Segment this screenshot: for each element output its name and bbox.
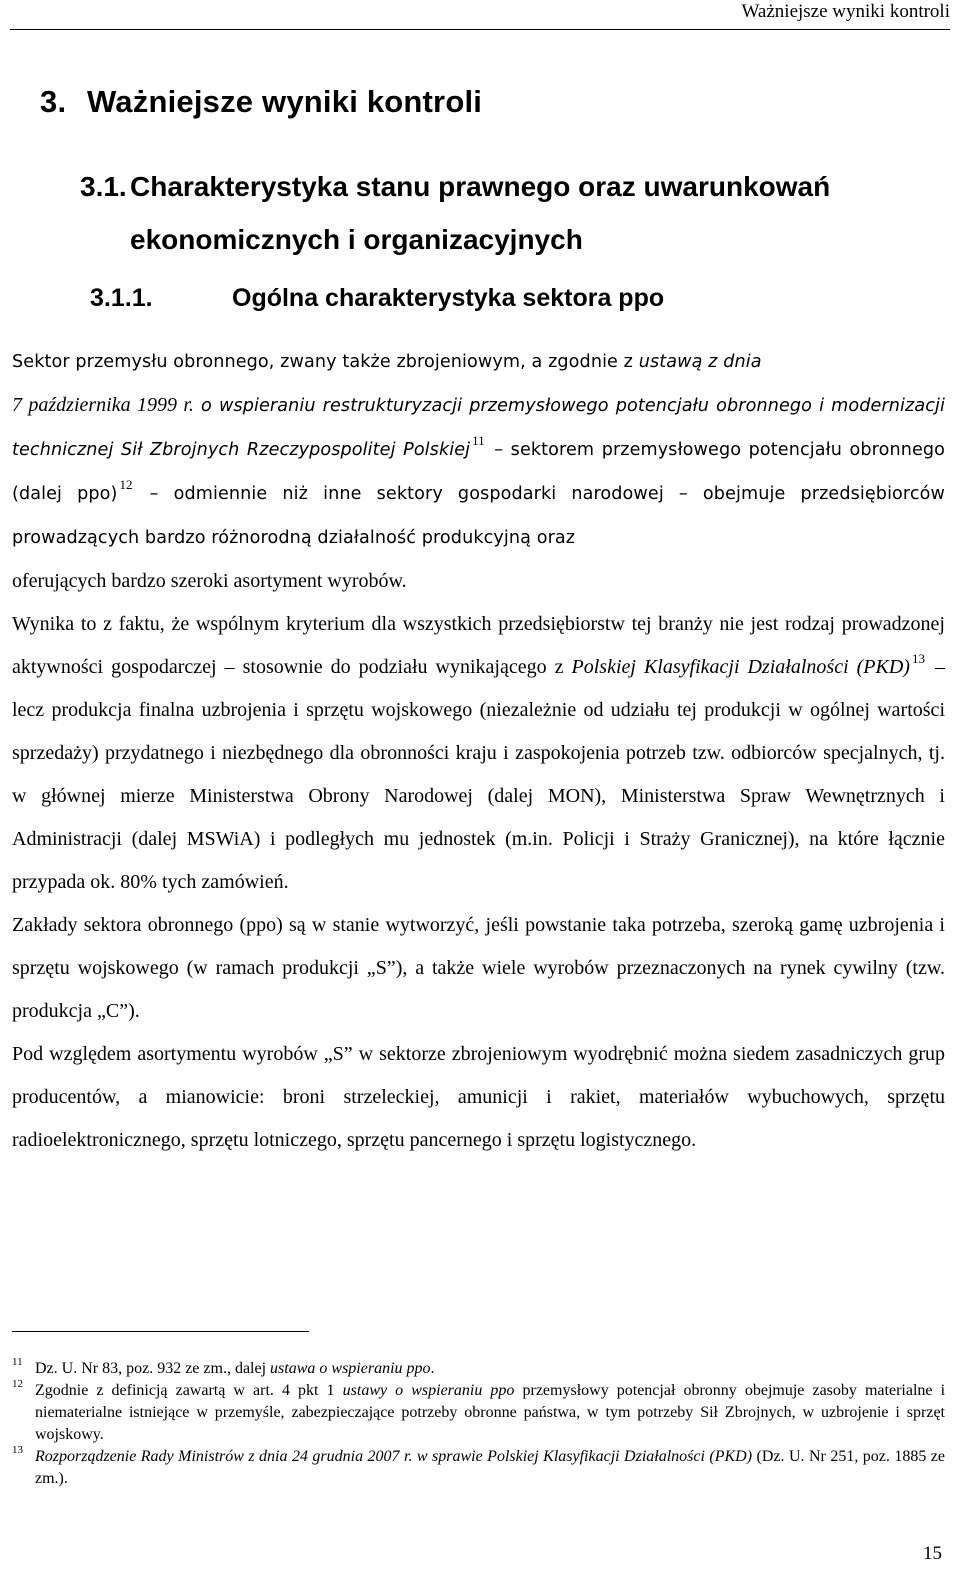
footnote-12: 12 Zgodnie z definicją zawartą w art. 4 pkt 1 ustawy o wspieraniu ppo przemysłowy potencjał obronny obejmuje zasoby materialne i niematerialne istniejące w przemyśle, zabezpieczające potrzeby obronne państwa, w tym potrzeby Sił Zbrojnych, w uzbrojenie i sprzęt wojskowy. (12, 1380, 945, 1446)
subsection-title: Charakterystyka stanu prawnego oraz uwarunkowań ekonomicznych i organizacyjnych (130, 171, 831, 255)
section-title: Ważniejsze wyniki kontroli (87, 84, 483, 119)
footnote-mark: 13 (12, 1444, 23, 1456)
subsubsection-number: 3.1.1. (90, 284, 153, 312)
footnote-mark: 12 (12, 1378, 23, 1390)
footnote-mark: 11 (12, 1356, 23, 1368)
paragraph-1: Sektor przemysłu obronnego, zwany także zbrojeniowym, a zgodnie z ustawą z dnia 7 października 1999 r. o wspieraniu restrukturyzacji przemysłowego potencjału obronnego i modernizacji technicznej Sił Zbrojnych Rzeczypospolitej Polskiej $^{11}$ – sektorem przemysłowego potencjału obronnego (dalej ppo) $^{12}$ – odmiennie niż inne sektory gospodarki narodowej – obejmuje przedsiębiorców prowadzących bardzo różnorodną działalność produkcyjną oraz oferujących bardzo szeroki asortyment wyrobów. (12, 352, 945, 592)
paragraph-4: Pod względem asortymentu wyrobów „S” w sektorze zbrojeniowym wyodrębnić można siedem zasadniczych grup producentów, a mianowicie: broni strzeleckiej, amunicji i rakiet, materiałów wybuchowych, sprzętu radioelektronicznego, sprzętu lotniczego, sprzętu pancernego i sprzętu logistycznego. (12, 1043, 945, 1151)
footnote-ref-12[interactable]: 12 (119, 477, 133, 492)
page-number: 15 (923, 1543, 942, 1564)
subsubsection-heading-3-1-1 (90, 284, 664, 313)
running-header-title: Ważniejsze wyniki kontroli (741, 1, 950, 22)
subsection-heading-3-1 (80, 160, 940, 266)
running-header (10, 1, 950, 30)
subsection-number: 3.1. (80, 171, 127, 202)
footnote-ref-13[interactable]: 13 (911, 651, 925, 666)
footnote-separator (12, 1331, 309, 1332)
footnote-11: 11 Dz. U. Nr 83, poz. 932 ze zm., dalej ustawa o wspieraniu ppo. (12, 1358, 945, 1380)
footnote-ref-11[interactable]: 11 (472, 433, 485, 448)
paragraph-2: Wynika to z faktu, że wspólnym kryterium dla wszystkich przedsiębiorstw tej branży nie jest rodzaj prowadzonej aktywności gospodarczej – stosownie do podziału wynikającego z Polskiej Klasyfikacji Działalności (PKD) $^{13}$ – lecz produkcja finalna uzbrojenia i sprzętu wojskowego (niezależnie od udziału tej produkcji w ogólnej wartości sprzedaży) przydatnego i niezbędnego dla obronności kraju i zaspokojenia potrzeb tzw. odbiorców specjalnych, tj. w głównej mierze Ministerstwa Obrony Narodowej (dalej MON), Ministerstwa Spraw Wewnętrznych i Administracji (dalej MSWiA) i podległych mu jednostek (m.in. Policji i Straży Granicznej), na które łącznie przypada ok. 80% tych zamówień. (12, 613, 945, 893)
section-number: 3. (40, 84, 67, 119)
paragraph-3: Zakłady sektora obronnego (ppo) są w stanie wytworzyć, jeśli powstanie taka potrzeba, szeroką gamę uzbrojenia i sprzętu wojskowego (w ramach produkcji „S”), a także wiele wyrobów przeznaczonych na rynek cywilny (tzw. produkcja „C”). (12, 914, 945, 1022)
footnotes (12, 1358, 945, 1490)
subsubsection-title: Ogólna charakterystyka sektora ppo (232, 284, 665, 312)
footnote-13: 13 Rozporządzenie Rady Ministrów z dnia 24 grudnia 2007 r. w sprawie Polskiej Klasyfikacji Działalności (PKD) (Dz. U. Nr 251, poz. 1885 ze zm.). (12, 1446, 945, 1490)
body-text (12, 340, 945, 1162)
section-heading-3 (40, 84, 482, 120)
